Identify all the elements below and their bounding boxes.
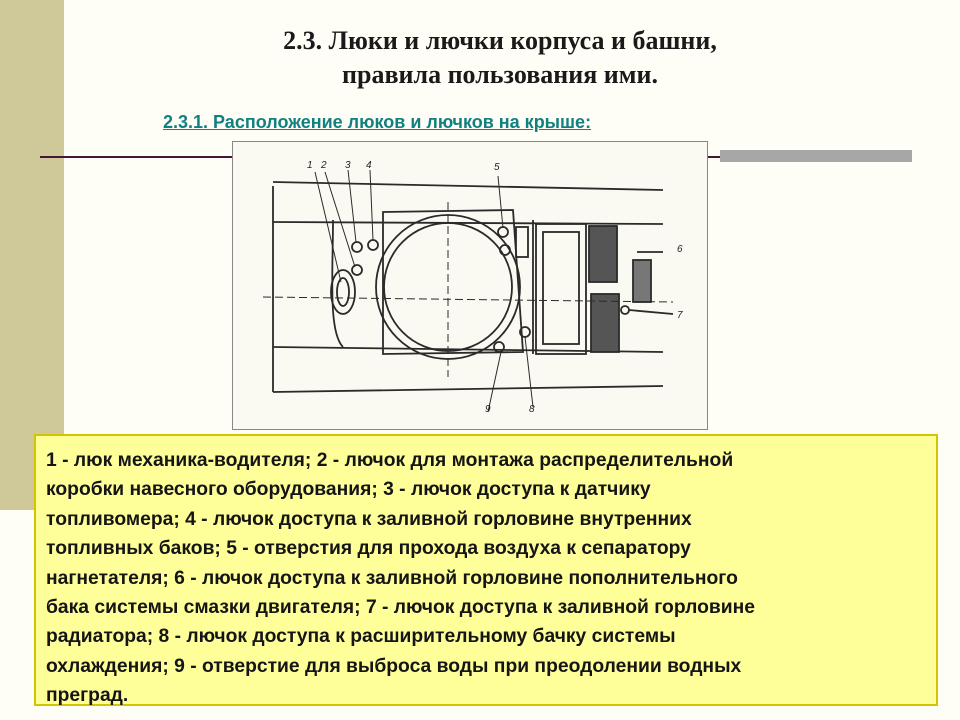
legend-line: 1 - люк механика-водителя; 2 - лючок для монтажа распределительной [46,450,734,471]
callout-4: 4 [366,160,372,171]
slide-title-line-2: правила пользования ими. [342,60,658,89]
legend-line: нагнетателя; 6 - лючок доступа к заливной горловине пополнительного [46,567,738,589]
divider-line-right [706,156,720,158]
callout-8: 8 [529,404,535,415]
callout-2: 2 [321,160,327,171]
legend-box [34,434,938,706]
callout-6: 6 [677,244,683,255]
roof-hatches-drawing [233,142,707,429]
divider-bar-gray [720,150,912,162]
legend-line: топливомера; 4 - лючок доступа к заливной горловине внутренних [46,508,692,530]
legend-line: радиатора; 8 - лючок доступа к расширительному бачку системы [46,626,676,648]
slide-title-line-1: 2.3. Люки и лючки корпуса и башни, [283,26,717,55]
legend-line: топливных баков; 5 - отверстия для прохода воздуха к сепаратору [46,538,691,560]
callout-1: 1 [307,160,313,171]
legend-line: бака системы смазки двигателя; 7 - лючок доступа к заливной горловине [46,597,755,619]
callout-3: 3 [345,160,351,171]
callout-7: 7 [677,310,683,321]
section-subtitle: 2.3.1. Расположение люков и лючков на крыше: [163,112,592,132]
roof-hatches-diagram [232,141,708,430]
legend-line: охлаждения; 9 - отверстие для выброса воды при преодолении водных [46,655,742,677]
slide-title [150,24,850,92]
callout-9: 9 [485,404,491,415]
callout-5: 5 [494,162,500,173]
legend-line: коробки навесного оборудования; 3 - лючок доступа к датчику [46,479,651,501]
legend-line: преград. [46,685,129,707]
divider-line-left [40,156,232,158]
